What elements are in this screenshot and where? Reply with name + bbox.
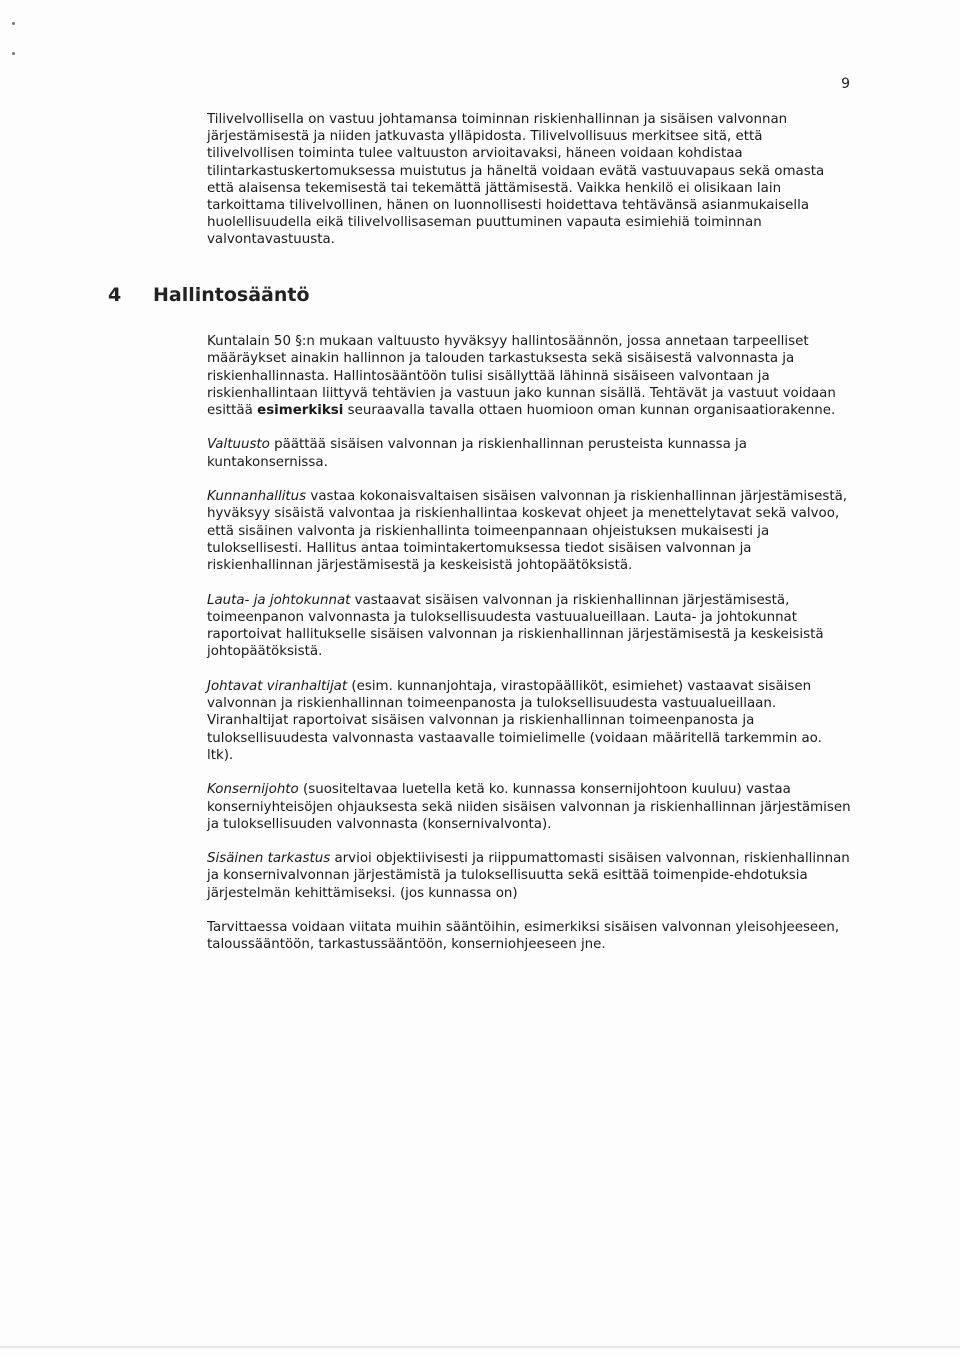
paragraph-text: (esim. kunnanjohtaja, virastopäälliköt, esimiehet) vastaavat sisäisen valvonnan ja riskienhallinnan toimeenpanosta ja tuloksellisuudesta vastuualueillaan. Viranhaltijat raportoivat sisäisen valvonnan ja riskienhallinnan toimeenpanosta ja tuloksellisuudesta valvonnasta vastaavalle toimielimelle (voidaan määritellä tarkemmin ao. ltk). [207, 678, 822, 763]
paragraph-viranhaltijat [207, 678, 852, 764]
paragraph-viittaus [207, 919, 852, 954]
role-term: Sisäinen tarkastus [207, 851, 331, 867]
paragraph-sisainen-tarkastus [207, 850, 852, 902]
section-body [207, 333, 852, 971]
paragraph-text: Kuntalain 50 §:n mukaan valtuusto hyväksyy hallintosäännön, jossa annetaan tarpeelliset määräykset ainakin hallinnon ja talouden tarkastuksesta sekä sisäisestä valvonnasta ja riskienhallinnasta. Hallintosääntöön tulisi sisällyttää lähinnä sisäiseen valvontaan ja riskienhallintaan liittyvä tehtävien ja vastuun jako kunnan sisällä. Tehtävät ja vastuut voidaan esittää [207, 334, 836, 419]
role-term: Johtavat viranhaltijat [207, 678, 348, 694]
scan-dot [12, 52, 15, 55]
section-heading [108, 284, 310, 306]
paragraph-valtuusto [207, 436, 852, 471]
paragraph-text: arvioi objektiivisesti ja riippumattomasti sisäisen valvonnan, riskienhallinnan ja konsernivalvonnan järjestämistä ja tuloksellisuutta sekä esittää toimenpide-ehdotuksia järjestelmän kehittämiseksi. (jos kunnassa on) [207, 851, 850, 901]
paragraph-text: Tarvittaessa voidaan viitata muihin sääntöihin, esimerkiksi sisäisen valvonnan yleisohjeeseen, taloussääntöön, tarkastussääntöön, konserniohjeeseen jne. [207, 920, 840, 953]
paragraph-text: päättää sisäisen valvonnan ja riskienhallinnan perusteista kunnassa ja kuntakonsernissa. [207, 437, 747, 470]
section-number: 4 [108, 284, 122, 306]
role-term: Kunnanhallitus [207, 489, 307, 505]
bold-emphasis: esimerkiksi [257, 403, 344, 419]
paragraph-kuntalaki [207, 333, 852, 419]
paragraph-text: vastaavat sisäisen valvonnan ja riskienhallinnan järjestämisestä, toimeenpanon valvonnasta ja tuloksellisuudesta vastuualueillaan. Lauta- ja johtokunnat raportoivat hallitukselle sisäisen valvonnan ja riskienhallinnan järjestämisestä ja keskeisistä johtopäätöksistä. [207, 592, 824, 660]
role-term: Lauta- ja johtokunnat [207, 592, 351, 608]
paragraph-text: vastaa kokonaisvaltaisen sisäisen valvonnan ja riskienhallinnan järjestämisestä, hyväksyy sisäistä valvontaa ja riskienhallintaa koskevat ohjeet ja menettelytavat sekä valvoo, että sisäinen valvonta ja riskienhallinta toimeenpannaan ohjeistuksen mukaisesti ja tuloksellisesti. Hallitus antaa toimintakertomuksessa tiedot sisäisen valvonnan ja riskienhallinnan järjestämisestä ja keskeisistä johtopäätöksistä. [207, 489, 848, 574]
paragraph-text: seuraavalla tavalla ottaen huomioon oman kunnan organisaatiorakenne. [343, 403, 836, 419]
section-title: Hallintosääntö [153, 284, 310, 306]
paragraph-kunnanhallitus [207, 488, 852, 574]
role-term: Valtuusto [207, 437, 270, 453]
paragraph-text: (suositeltavaa luetella ketä ko. kunnassa konsernijohtoon kuuluu) vastaa konserniyhteisöjen ohjauksesta sekä niiden sisäisen valvonnan ja riskienhallinnan järjestämisen ja tuloksellisuuden valvonnasta (konsernivalvonta). [207, 782, 851, 832]
paragraph-konsernijohto [207, 781, 852, 833]
scan-edge [0, 1346, 960, 1348]
paragraph-lautakunnat [207, 592, 852, 661]
intro-paragraph: Tilivelvollisella on vastuu johtamansa toiminnan riskienhallinnan ja sisäisen valvonnan järjestämisestä ja niiden jatkuvasta ylläpidosta. Tilivelvollisuus merkitsee sitä, että tilivelvollisen toiminta tulee valtuuston arvioitavaksi, häneen voidaan kohdistaa tilintarkastuskertomuksessa muistutus ja häneltä voidaan evätä vastuuvapaus sekä omasta että alaisensa tekemisestä tai tekemättä jättämisestä. Vaikka henkilö ei olisikaan lain tarkoittama tilivelvollinen, hänen on luonnollisesti hoidettava tehtävänsä asianmukaisella huolellisuudella eikä tilivelvollisaseman puuttuminen vapauta esimiehiä toiminnan valvontavastuusta. [207, 112, 825, 248]
scan-dot [12, 22, 15, 25]
role-term: Konsernijohto [207, 782, 299, 798]
page-number: 9 [841, 76, 850, 92]
